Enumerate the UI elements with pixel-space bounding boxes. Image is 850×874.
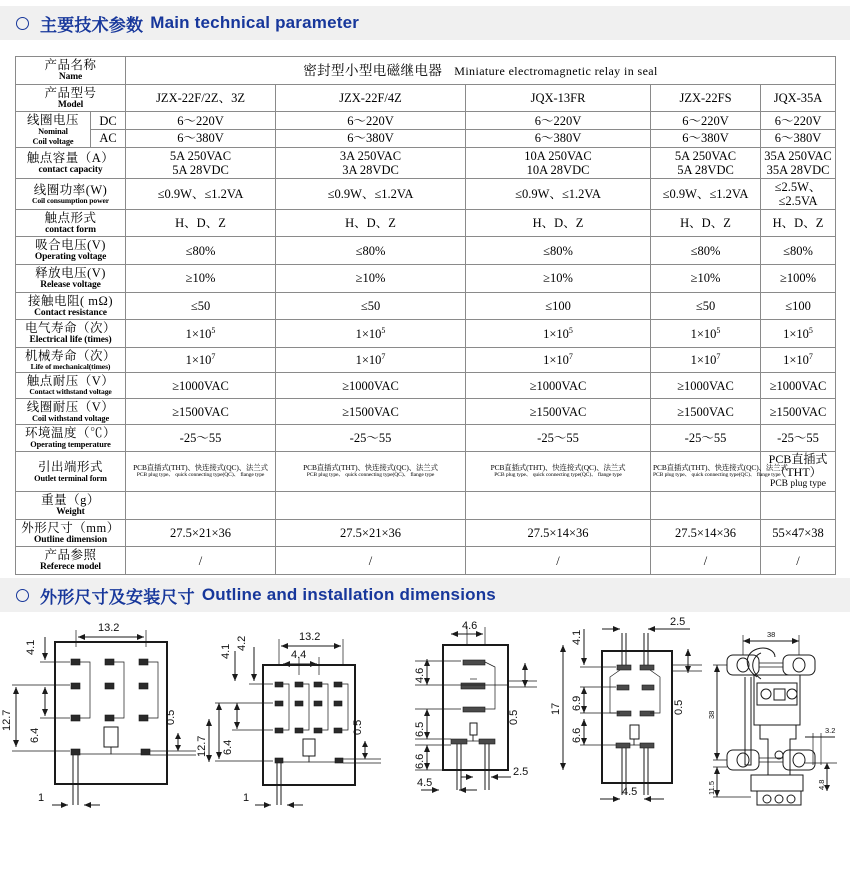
- dim-2-5: 2.5: [670, 616, 686, 628]
- cell-form-3: H、D、Z: [651, 209, 761, 237]
- section-title-technical-en: Main technical parameter: [150, 13, 360, 32]
- cell-weight-3: [651, 492, 761, 520]
- dim-4-5: 4.5: [417, 777, 433, 789]
- row-header-coil-power: 线圈功率(W) Coil consumption power: [16, 178, 126, 209]
- cell-clwith-1: ≥1500VAC: [276, 398, 466, 424]
- table-row-release-voltage: [16, 265, 836, 293]
- row-subheader-ac: AC: [91, 130, 126, 148]
- cell-capacity-0: 5A 250VAC 5A 28VDC: [126, 147, 276, 178]
- cell-res-2: ≤100: [466, 292, 651, 320]
- row-header-weight: 重量（g） Weight: [16, 492, 126, 520]
- dim-1: 1: [243, 792, 250, 804]
- dim-4-1: 4.1: [220, 643, 232, 659]
- row-header-model: 产品型号 Model: [16, 84, 126, 112]
- cell-mlife-1: $1\times 10^7$: [276, 347, 466, 373]
- row-header-contact-withstand: 触点耐压（V） Contact withstand voltage: [16, 373, 126, 399]
- table-row-operating-temperature: [16, 425, 836, 451]
- dim-0-5: 0.5: [352, 719, 364, 735]
- cell-outline-2: 27.5×14×36: [466, 519, 651, 547]
- row-header-mechanical-life: 机械寿命（次） Life of mechanical(times): [16, 347, 126, 373]
- dim-6-4: 6.4: [29, 727, 41, 743]
- table-row-outline-dimension: [16, 519, 836, 547]
- cell-clwith-3: ≥1500VAC: [651, 398, 761, 424]
- cell-relvolt-2: ≥10%: [466, 265, 651, 293]
- row-subheader-dc: DC: [91, 112, 126, 130]
- row-header-contact-form: 触点形式 contact form: [16, 209, 126, 237]
- cell-clwith-0: ≥1500VAC: [126, 398, 276, 424]
- cell-terminal-3: PCB直插式(THT)、快连接式(QC)、法兰式 PCB plug type、 quick connecting type(QC)、 flange type: [651, 451, 761, 492]
- dim-17: 17: [550, 702, 562, 715]
- cell-clwith-2: ≥1500VAC: [466, 398, 651, 424]
- cell-ref-1: /: [276, 547, 466, 575]
- cell-capacity-3: 5A 250VAC 5A 28VDC: [651, 147, 761, 178]
- cell-model-3: JZX-22FS: [651, 84, 761, 112]
- cell-outline-1: 27.5×21×36: [276, 519, 466, 547]
- cell-capacity-4: 35A 250VAC 35A 28VDC: [761, 147, 836, 178]
- dim-13-2: 13.2: [299, 631, 321, 643]
- cell-elife-4: $1\times 10^5$: [761, 320, 836, 348]
- cell-temp-1: -25～55: [276, 425, 466, 451]
- cell-opvolt-0: ≤80%: [126, 237, 276, 265]
- cell-cwith-0: ≥1000VAC: [126, 373, 276, 399]
- cell-coil-dc-2: 6～220V: [466, 112, 651, 130]
- cell-res-0: ≤50: [126, 292, 276, 320]
- row-header-reference-model: 产品参照 Referece model: [16, 547, 126, 575]
- cell-form-1: H、D、Z: [276, 209, 466, 237]
- cell-power-4: ≤2.5W、≤2.5VA: [761, 178, 836, 209]
- drawing-jqx-35a-outline: [705, 615, 850, 874]
- table-row-contact-withstand: [16, 373, 836, 399]
- table-row-product-name: [16, 57, 836, 85]
- row-header-product-name: 产品名称 Name: [16, 57, 126, 85]
- technical-parameter-table: [15, 56, 836, 575]
- cell-outline-0: 27.5×21×36: [126, 519, 276, 547]
- cell-weight-1: [276, 492, 466, 520]
- cell-capacity-1: 3A 250VAC 3A 28VDC: [276, 147, 466, 178]
- dim-6-5: 6.5: [414, 721, 426, 737]
- cell-clwith-4: ≥1500VAC: [761, 398, 836, 424]
- cell-form-0: H、D、Z: [126, 209, 276, 237]
- cell-power-0: ≤0.9W、≤1.2VA: [126, 178, 276, 209]
- cell-elife-0: $1\times 10^5$: [126, 320, 276, 348]
- dim-12-7-left: 12.7: [1, 709, 13, 731]
- dim-6-9: 6.9: [571, 695, 583, 711]
- dim-0-5: 0.5: [165, 709, 177, 725]
- dimension-drawings-area: [0, 615, 850, 874]
- row-header-contact-resistance: 接触电阻( mΩ) Contact resistance: [16, 292, 126, 320]
- cell-relvolt-1: ≥10%: [276, 265, 466, 293]
- cell-coil-dc-4: 6～220V: [761, 112, 836, 130]
- cell-relvolt-3: ≥10%: [651, 265, 761, 293]
- row-header-terminal-form: 引出端形式 Outlet terminal form: [16, 451, 126, 492]
- cell-temp-3: -25～55: [651, 425, 761, 451]
- cell-mlife-0: $1\times 10^7$: [126, 347, 276, 373]
- row-header-contact-capacity: 触点容量（A） contact capacity: [16, 147, 126, 178]
- table-row-reference-model: [16, 547, 836, 575]
- cell-temp-0: -25～55: [126, 425, 276, 451]
- table-row-terminal-form: [16, 451, 836, 492]
- table-row-operating-voltage: [16, 237, 836, 265]
- dim-38-left: 38: [707, 710, 716, 719]
- cell-product-name-value: 密封型小型电磁继电器 Miniature electromagnetic relay in seal: [126, 57, 836, 85]
- row-header-electrical-life: 电气寿命（次） Electrical life (times): [16, 320, 126, 348]
- cell-model-4: JQX-35A: [761, 84, 836, 112]
- cell-ref-3: /: [651, 547, 761, 575]
- cell-cwith-3: ≥1000VAC: [651, 373, 761, 399]
- table-row-coil-power: [16, 178, 836, 209]
- dim-11-5: 11.5: [707, 780, 716, 795]
- cell-res-1: ≤50: [276, 292, 466, 320]
- dim-6-6: 6.6: [414, 753, 426, 769]
- cell-relvolt-4: ≥100%: [761, 265, 836, 293]
- cell-mlife-4: $1\times 10^7$: [761, 347, 836, 373]
- circle-outline-icon: [16, 589, 29, 602]
- cell-coil-ac-3: 6～380V: [651, 130, 761, 148]
- dim-4-1: 4.1: [571, 629, 583, 645]
- section-title-outline-en: Outline and installation dimensions: [201, 585, 496, 604]
- cell-terminal-0: PCB直插式(THT)、快连接式(QC)、法兰式 PCB plug type、 quick connecting type(QC)、 flange type: [126, 451, 276, 492]
- dim-4-6-top: 4.6: [462, 620, 478, 632]
- cell-terminal-1: PCB直插式(THT)、快连接式(QC)、法兰式 PCB plug type、 quick connecting type(QC)、 flange type: [276, 451, 466, 492]
- row-header-release-voltage: 释放电压(V) Release voltage: [16, 265, 126, 293]
- cell-opvolt-2: ≤80%: [466, 237, 651, 265]
- cell-coil-ac-0: 6～380V: [126, 130, 276, 148]
- cell-ref-4: /: [761, 547, 836, 575]
- cell-weight-2: [466, 492, 651, 520]
- cell-opvolt-4: ≤80%: [761, 237, 836, 265]
- table-row-model: [16, 84, 836, 112]
- cell-capacity-2: 10A 250VAC 10A 28VDC: [466, 147, 651, 178]
- table-row-coil-withstand: [16, 398, 836, 424]
- cell-mlife-3: $1\times 10^7$: [651, 347, 761, 373]
- dim-38-top: 38: [767, 630, 776, 639]
- row-header-operating-voltage: 吸合电压(V) Operating voltage: [16, 237, 126, 265]
- cell-relvolt-0: ≥10%: [126, 265, 276, 293]
- cell-elife-1: $1\times 10^5$: [276, 320, 466, 348]
- cell-cwith-4: ≥1000VAC: [761, 373, 836, 399]
- table-row-electrical-life: [16, 320, 836, 348]
- cell-cwith-2: ≥1000VAC: [466, 373, 651, 399]
- row-header-coil-voltage: 线圈电压 Nominal Coil voltage: [16, 112, 91, 148]
- spec-table-container: [15, 56, 835, 575]
- cell-temp-2: -25～55: [466, 425, 651, 451]
- cell-elife-2: $1\times 10^5$: [466, 320, 651, 348]
- table-row-coil-voltage-ac: [16, 130, 836, 148]
- section-title-technical-cn: 主要技术参数: [40, 15, 144, 35]
- dim-4-4: 4.4: [291, 649, 307, 661]
- cell-outline-4: 55×47×38: [761, 519, 836, 547]
- cell-weight-4: [761, 492, 836, 520]
- cell-ref-0: /: [126, 547, 276, 575]
- section-header-outline-dimensions: [0, 578, 850, 612]
- dim-4-1: 4.1: [25, 639, 37, 655]
- cell-outline-3: 27.5×14×36: [651, 519, 761, 547]
- cell-coil-dc-0: 6～220V: [126, 112, 276, 130]
- cell-res-4: ≤100: [761, 292, 836, 320]
- drawing-jzx-22f-2z-3z: [0, 615, 220, 874]
- section-title-outline-cn: 外形尺寸及安装尺寸: [40, 587, 195, 607]
- cell-model-2: JQX-13FR: [466, 84, 651, 112]
- cell-coil-ac-4: 6～380V: [761, 130, 836, 148]
- row-header-coil-withstand: 线圈耐压（V） Coil withstand voltage: [16, 398, 126, 424]
- dim-0-5: 0.5: [508, 709, 520, 725]
- cell-res-3: ≤50: [651, 292, 761, 320]
- table-row-contact-capacity: [16, 147, 836, 178]
- dim-2-5: 2.5: [513, 766, 529, 778]
- cell-mlife-2: $1\times 10^7$: [466, 347, 651, 373]
- dim-4-2: 4.2: [236, 635, 248, 651]
- cell-terminal-2: PCB直插式(THT)、快连接式(QC)、法兰式 PCB plug type、 quick connecting type(QC)、 flange type: [466, 451, 651, 492]
- dim-12-7-right: 12.7: [196, 735, 208, 757]
- cell-power-2: ≤0.9W、≤1.2VA: [466, 178, 651, 209]
- cell-power-3: ≤0.9W、≤1.2VA: [651, 178, 761, 209]
- cell-cwith-1: ≥1000VAC: [276, 373, 466, 399]
- cell-coil-dc-3: 6～220V: [651, 112, 761, 130]
- table-row-coil-voltage-dc: [16, 112, 836, 130]
- row-header-outline-dimension: 外形尺寸（mm） Outline dimension: [16, 519, 126, 547]
- cell-ref-2: /: [466, 547, 651, 575]
- dim-13-2: 13.2: [98, 622, 120, 634]
- cell-temp-4: -25～55: [761, 425, 836, 451]
- table-row-weight: [16, 492, 836, 520]
- cell-weight-0: [126, 492, 276, 520]
- dim-1: 1: [38, 792, 45, 804]
- table-row-mechanical-life: [16, 347, 836, 373]
- cell-coil-ac-2: 6～380V: [466, 130, 651, 148]
- circle-outline-icon: [16, 17, 29, 30]
- cell-elife-3: $1\times 10^5$: [651, 320, 761, 348]
- dim-4-8: 4.8: [817, 779, 826, 790]
- dim-4-5: 4.5: [622, 786, 638, 798]
- cell-model-0: JZX-22F/2Z、3Z: [126, 84, 276, 112]
- drawing-jzx-22f-4z: [215, 615, 433, 874]
- cell-terminal-4: PCB直插式（THT） PCB plug type: [761, 451, 836, 492]
- dim-6-6: 6.6: [571, 727, 583, 743]
- row-header-operating-temperature: 环境温度（℃） Operating temperature: [16, 425, 126, 451]
- table-row-contact-form: [16, 209, 836, 237]
- cell-power-1: ≤0.9W、≤1.2VA: [276, 178, 466, 209]
- table-row-contact-resistance: [16, 292, 836, 320]
- cell-coil-ac-1: 6～380V: [276, 130, 466, 148]
- cell-model-1: JZX-22F/4Z: [276, 84, 466, 112]
- cell-form-4: H、D、Z: [761, 209, 836, 237]
- dim-3-2: 3.2: [825, 726, 836, 735]
- dim-4-6-left: 4.6: [414, 667, 426, 683]
- cell-opvolt-1: ≤80%: [276, 237, 466, 265]
- cell-form-2: H、D、Z: [466, 209, 651, 237]
- cell-opvolt-3: ≤80%: [651, 237, 761, 265]
- section-header-technical-parameter: [0, 6, 850, 40]
- dim-0-5: 0.5: [673, 699, 685, 715]
- dim-6-4: 6.4: [222, 739, 234, 755]
- cell-coil-dc-1: 6～220V: [276, 112, 466, 130]
